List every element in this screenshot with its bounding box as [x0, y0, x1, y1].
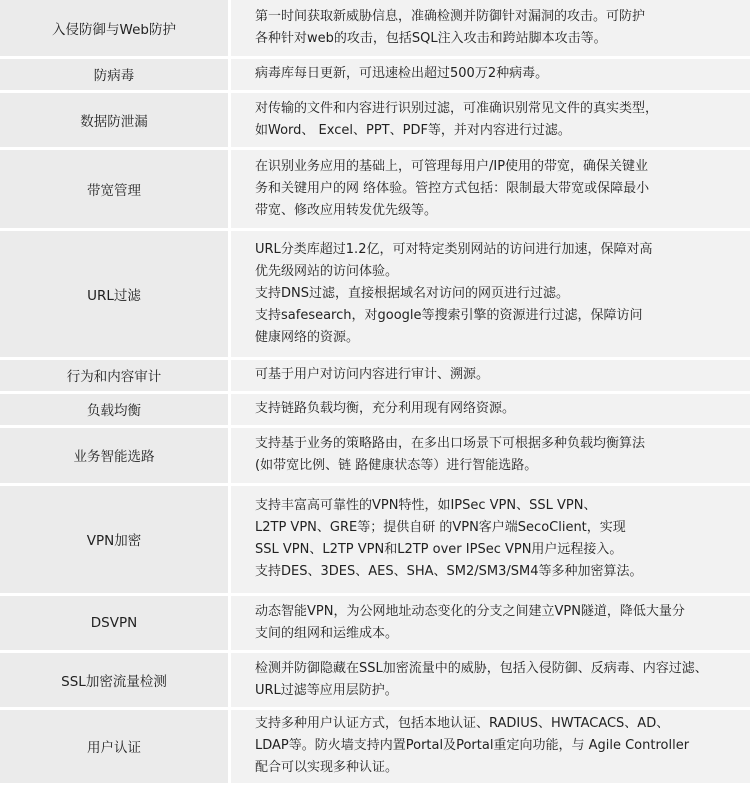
description-line: 健康网络的资源。 [255, 329, 360, 345]
description-line: 检测并防御隐藏在SSL加密流量中的威胁，包括入侵防御、反病毒、内容过滤、 [255, 660, 708, 676]
feature-name: 负载均衡 [0, 392, 230, 426]
description-line: 第一时间获取新威胁信息，准确检测并防御针对漏洞的攻击。可防护 [255, 8, 646, 24]
table-row [0, 0, 750, 57]
feature-description [230, 91, 750, 148]
feature-description [230, 392, 750, 426]
feature-name: DSVPN [0, 594, 230, 651]
description-line: 病毒库每日更新，可迅速检出超过500万2种病毒。 [255, 66, 549, 81]
description-line: 支持DES、3DES、AES、SHA、SM2/SM3/SM4等多种加密算法。 [255, 564, 643, 579]
description-line: 支持DNS过滤，直接根据域名对访问的网页进行过滤。 [255, 285, 569, 301]
feature-description [230, 229, 750, 358]
table-row [0, 91, 750, 148]
feature-description [230, 148, 750, 229]
description-line: 支持safesearch，对google等搜索引擎的资源进行过滤，保障访问 [255, 307, 643, 323]
feature-name: VPN加密 [0, 484, 230, 594]
description-line: 支持多种用户认证方式，包括本地认证、RADIUS、HWTACACS、AD、 [255, 716, 670, 731]
feature-name: URL过滤 [0, 229, 230, 358]
table-row [0, 426, 750, 484]
table-row [0, 148, 750, 229]
description-line: 配合可以实现多种认证。 [255, 760, 399, 775]
feature-name: 入侵防御与Web防护 [0, 0, 230, 57]
description-line: 在识别业务应用的基础上，可管理每用户/IP使用的带宽，确保关键业 [255, 158, 649, 174]
table-row [0, 594, 750, 651]
feature-name: 数据防泄漏 [0, 91, 230, 148]
feature-description [230, 358, 750, 392]
table-row [0, 358, 750, 392]
feature-description [230, 708, 750, 784]
description-line: 动态智能VPN，为公网地址动态变化的分支之间建立VPN隧道，降低大量分 [255, 603, 685, 619]
table-row [0, 708, 750, 784]
description-line: 务和关键用户的网 络体验。管控方式包括：限制最大带宽或保障最小 [255, 180, 650, 196]
description-line: 优先级网站的访问体验。 [255, 263, 399, 279]
description-line: SSL VPN、L2TP VPN和L2TP over IPSec VPN用户远程接入。 [255, 542, 623, 557]
description-line: 支间的组网和运维成本。 [255, 625, 399, 641]
description-line: L2TP VPN、GRE等；提供自研 的VPN客户端SecoClient，实现 [255, 520, 626, 535]
description-line: 各种针对web的攻击，包括SQL注入攻击和跨站脚本攻击等。 [255, 30, 607, 46]
table-row [0, 651, 750, 708]
feature-description [230, 484, 750, 594]
feature-name: 业务智能选路 [0, 426, 230, 484]
description-line: 支持丰富高可靠性的VPN特性，如IPSec VPN、SSL VPN、 [255, 498, 597, 513]
feature-description [230, 426, 750, 484]
description-line: URL分类库超过1.2亿，可对特定类别网站的访问进行加速，保障对高 [255, 241, 653, 257]
feature-description [230, 594, 750, 651]
description-line: URL过滤等应用层防护。 [255, 682, 398, 698]
feature-description [230, 651, 750, 708]
table-row [0, 229, 750, 358]
description-line: 对传输的文件和内容进行识别过滤，可准确识别常见文件的真实类型， [255, 100, 659, 116]
table-row [0, 57, 750, 91]
table-row [0, 484, 750, 594]
description-line: 支持链路负载均衡，充分利用现有网络资源。 [255, 401, 516, 416]
feature-name: 带宽管理 [0, 148, 230, 229]
feature-name: SSL加密流量检测 [0, 651, 230, 708]
feature-name: 防病毒 [0, 57, 230, 91]
feature-description [230, 0, 750, 57]
feature-description [230, 57, 750, 91]
feature-name: 行为和内容审计 [0, 358, 230, 392]
description-line: 如Word、 Excel、PPT、PDF等，并对内容进行过滤。 [255, 122, 571, 138]
feature-name: 用户认证 [0, 708, 230, 784]
description-line: 支持基于业务的策略路由，在多出口场景下可根据多种负载均衡算法 [255, 436, 646, 451]
description-line: (如带宽比例、链 路健康状态等）进行智能选路。 [255, 458, 538, 473]
table-row [0, 392, 750, 426]
description-line: 可基于用户对访问内容进行审计、溯源。 [255, 367, 490, 382]
description-line: 带宽、修改应用转发优先级等。 [255, 202, 438, 218]
description-line: LDAP等。防火墙支持内置Portal及Portal重定向功能，与 Agile Controller [255, 738, 690, 753]
